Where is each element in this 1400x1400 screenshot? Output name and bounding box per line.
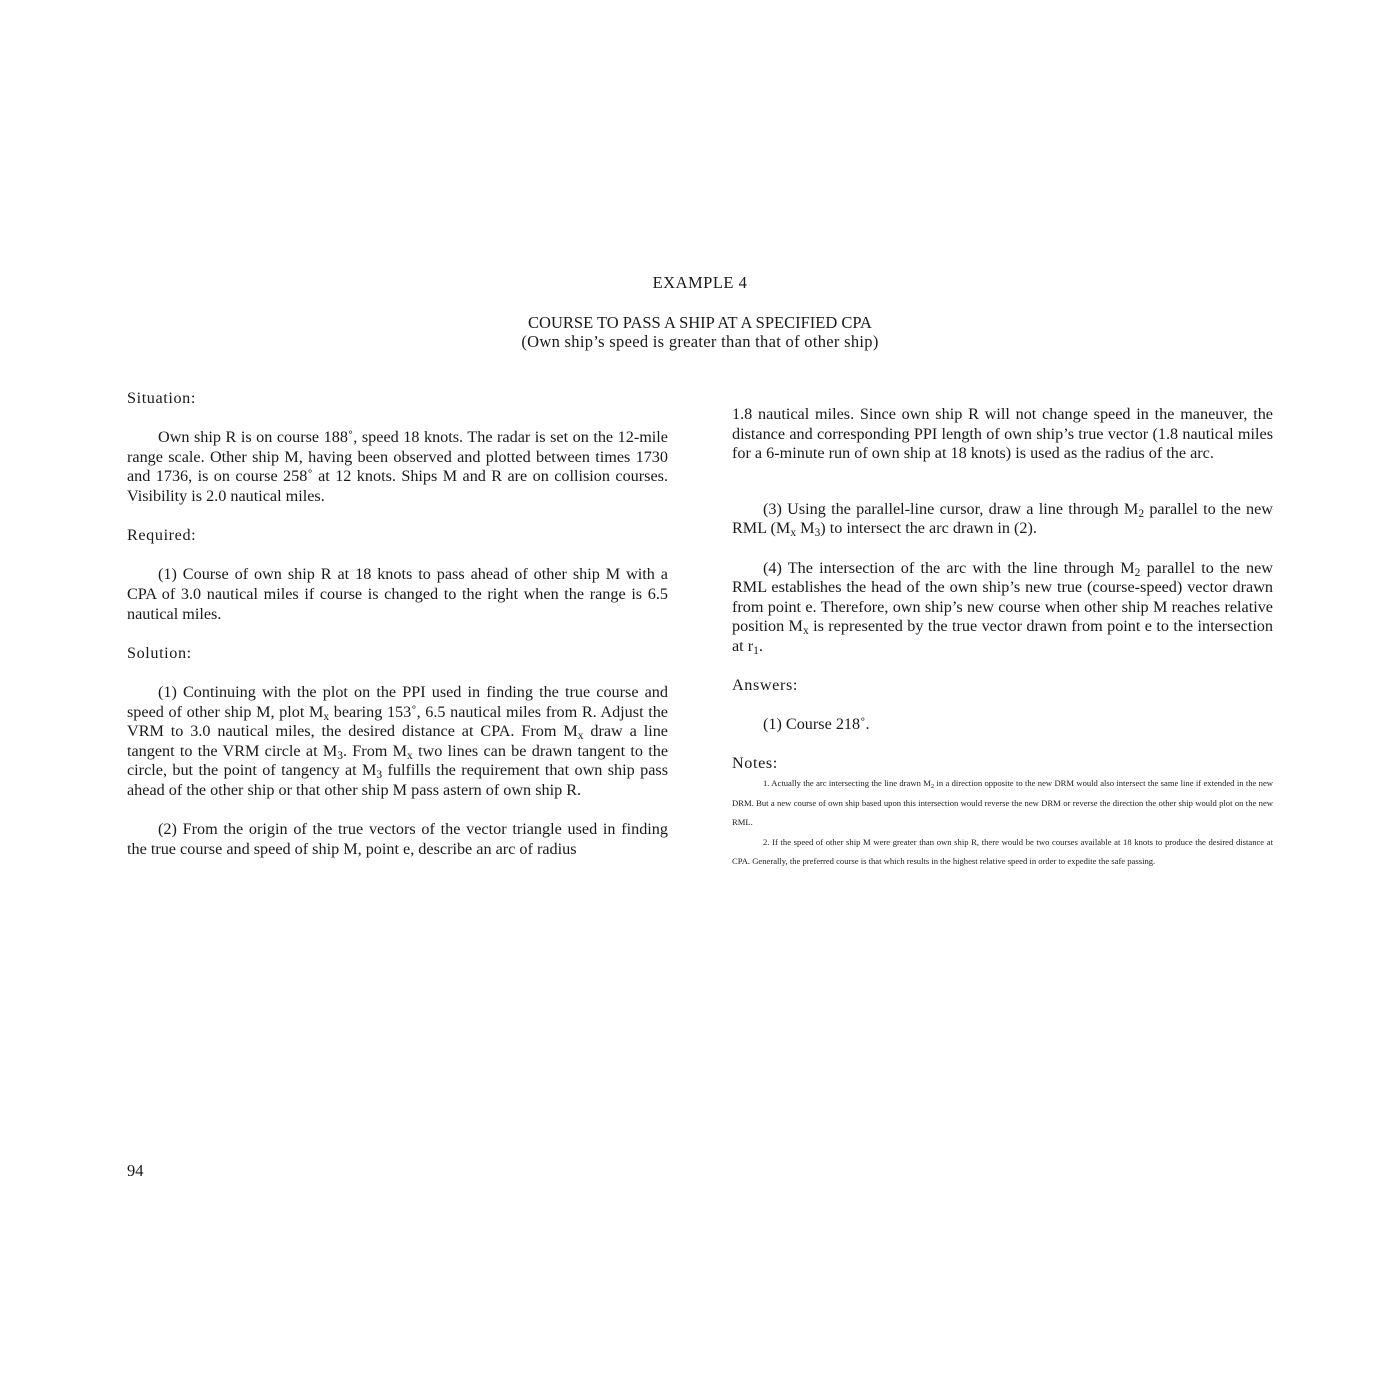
page-subtitle: (Own ship’s speed is greater than that of other ship) — [521, 332, 879, 351]
required-heading: Required: — [127, 526, 197, 545]
title-block — [0, 313, 1400, 351]
notes-block — [732, 774, 1273, 872]
note-2: 2. If the speed of other ship M were greater than own ship R, there would be two courses available at 18 knots to produce the desired distance at CPA. Generally, the preferred course is that which results in the highest relative speed in order to expedite the safe passing. — [732, 836, 1273, 867]
situation-heading: Situation: — [127, 389, 196, 407]
situation-paragraph: Own ship R is on course 188˚, speed 18 knots. The radar is set on the 12-mile range scale. Other ship M, having been observed and plotted between times 1730 and 1736, is on course 258˚ at 12 knots. Ships M and R are on collision courses. Visibility is 2.0 nautical miles. — [127, 428, 668, 505]
solution-heading: Solution: — [127, 643, 192, 662]
solution-step-1: (1) Continuing with the plot on the PPI used in finding the true course and speed of other ship M, plot $M_x$ bearing 153˚, 6.5 nautical miles from R. Adjust the VRM to 3.0 nautical miles, the desired distance at CPA. From $M_x$ draw a line tangent to the VRM circle at $M_3$. From $M_x$ two lines can be drawn tangent to the circle, but the point of tangency at $M_3$ fulfills the requirement that own ship pass ahead of the other ship or that other ship M pass astern of own ship R. — [127, 682, 668, 799]
right-column — [732, 389, 1273, 872]
solution-step-3: (3) Using the parallel-line cursor, draw a line through $M_2$ parallel to the new RML ($M_x$ $M_3$) to intersect the arc drawn in (2). — [732, 499, 1273, 540]
page-number: 94 — [127, 1161, 144, 1180]
example-label: EXAMPLE 4 — [652, 273, 748, 292]
answers-heading: Answers: — [732, 676, 798, 695]
solution-step-4: (4) The intersection of the arc with the line through $M_2$ parallel to the new RML establishes the head of the own ship’s new true (course-speed) vector drawn from point e. Therefore, own ship’s new course when other ship M reaches relative position $M_x$ is represented by the true vector drawn from point e to the intersection at $r_1$. — [732, 558, 1273, 657]
note-1: 1. Actually the arc intersecting the line drawn $M_2$ in a direction opposite to the new DRM would also intersect the same line if extended in the new DRM. But a new course of own ship based upon this intersection would reverse the new DRM or reverse the direction the other ship would plot on the new RML. — [732, 778, 1273, 828]
solution-step-2-continued: 1.8 nautical miles. Since own ship R will not change speed in the maneuver, the distance and corresponding PPI length of own ship’s true vector (1.8 nautical miles for a 6-minute run of own ship at 18 knots) is used as the radius of the arc. — [732, 405, 1273, 463]
answer-1: (1) Course 218˚. — [763, 715, 870, 734]
page-title: COURSE TO PASS A SHIP AT A SPECIFIED CPA — [528, 313, 872, 332]
required-paragraph: (1) Course of own ship R at 18 knots to pass ahead of other ship M with a CPA of 3.0 nautical miles if course is changed to the right when the range is 6.5 nautical miles. — [127, 565, 668, 623]
solution-step-2: (2) From the origin of the true vectors of the vector triangle used in finding the true course and speed of ship M, point e, describe an arc of radius — [127, 820, 668, 858]
notes-heading: Notes: — [732, 754, 778, 773]
left-column — [127, 389, 668, 859]
